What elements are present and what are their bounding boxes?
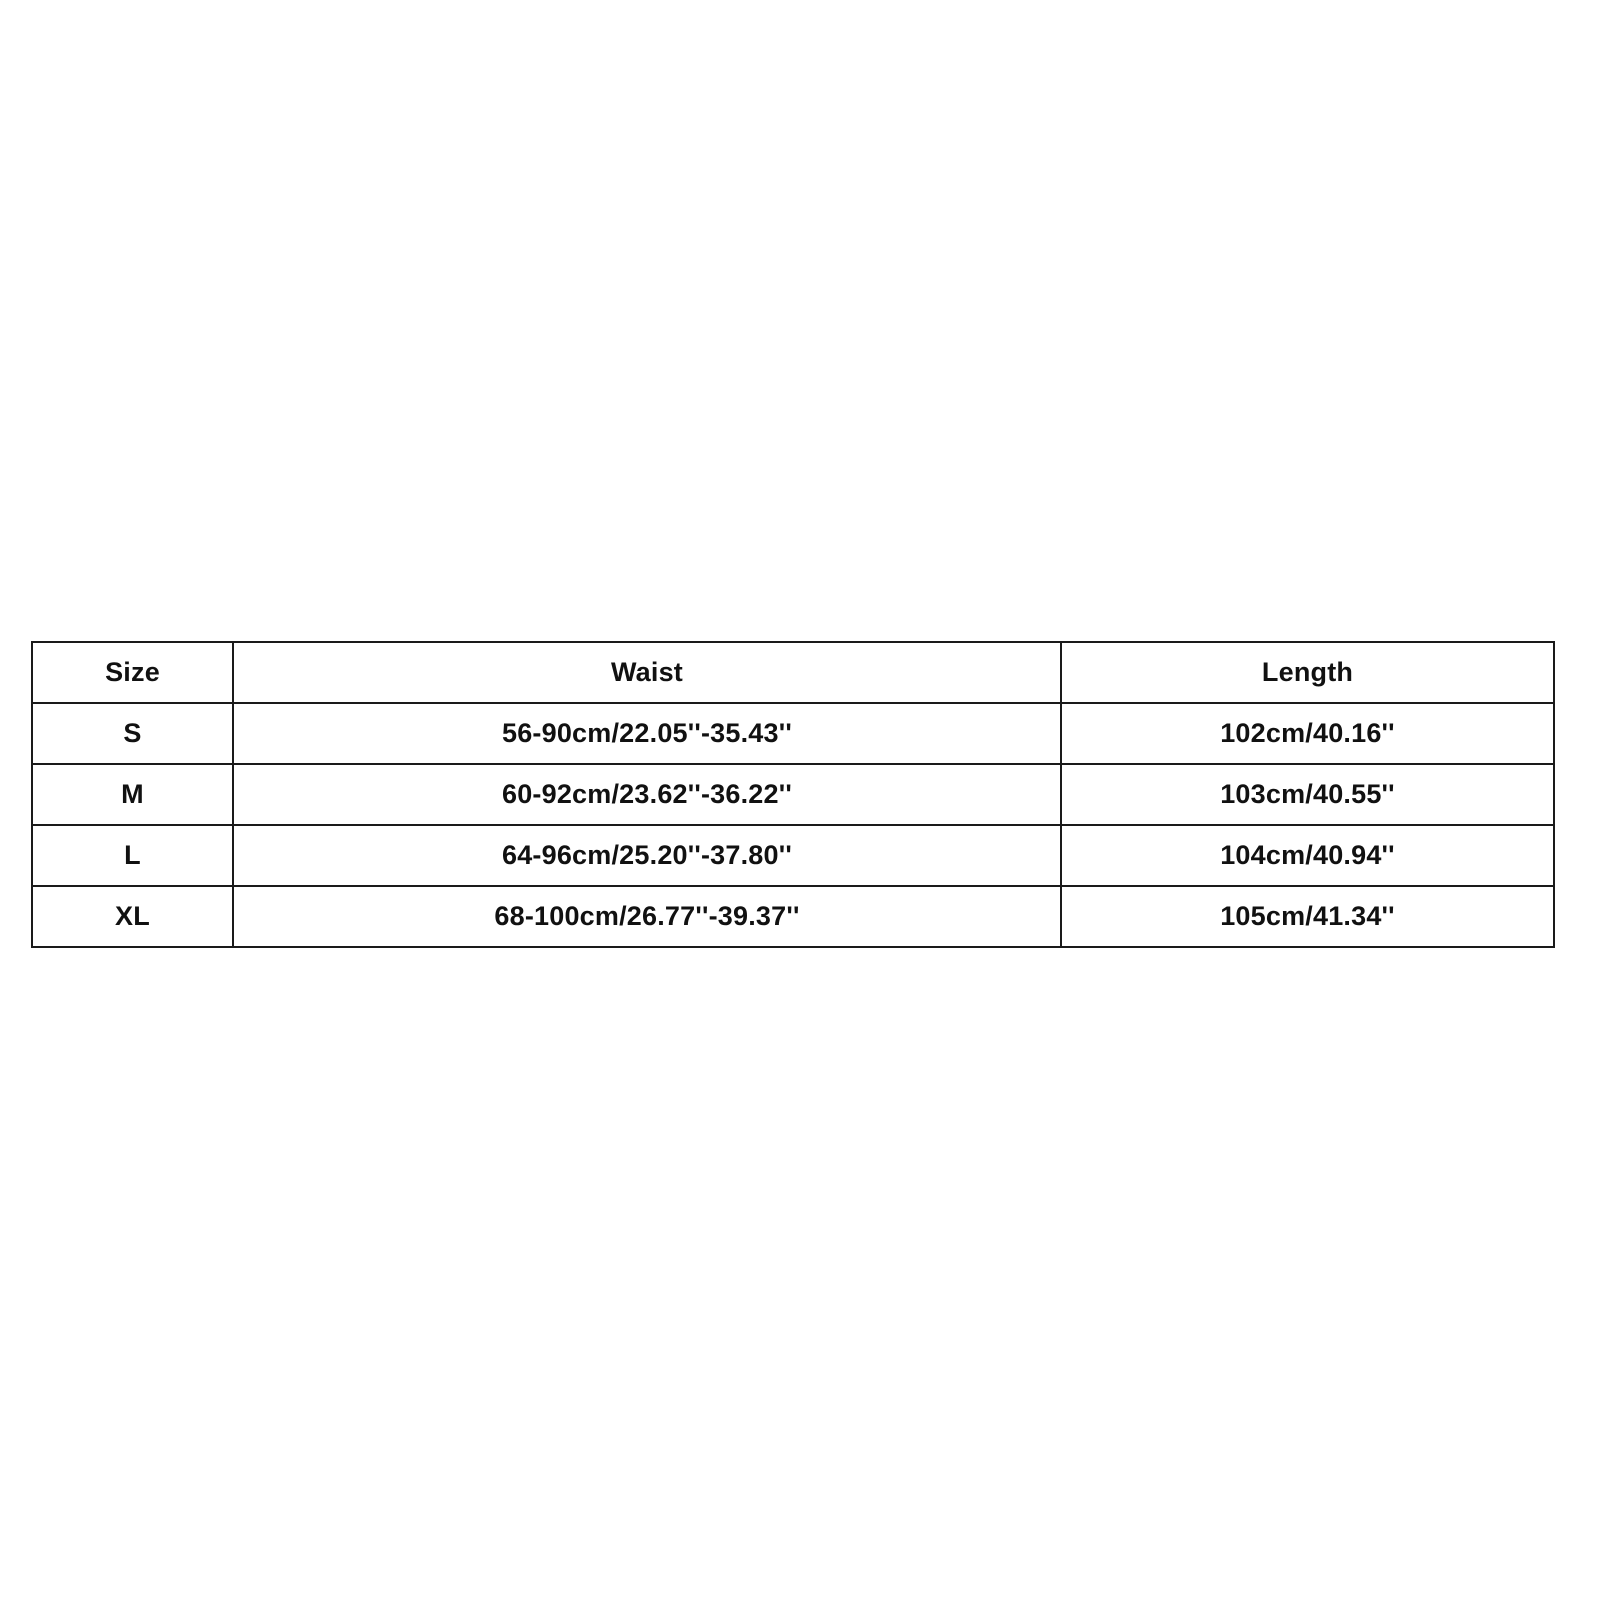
header-waist: Waist bbox=[233, 642, 1061, 703]
waist-cell: 64-96cm/25.20''-37.80'' bbox=[233, 825, 1061, 886]
waist-cell: 68-100cm/26.77''-39.37'' bbox=[233, 886, 1061, 947]
size-cell: S bbox=[32, 703, 233, 764]
table-row bbox=[32, 886, 1554, 947]
length-cell: 102cm/40.16'' bbox=[1061, 703, 1554, 764]
header-size: Size bbox=[32, 642, 233, 703]
size-cell: L bbox=[32, 825, 233, 886]
size-chart-table bbox=[31, 641, 1555, 948]
table-row bbox=[32, 703, 1554, 764]
header-length: Length bbox=[1061, 642, 1554, 703]
size-cell: XL bbox=[32, 886, 233, 947]
length-cell: 105cm/41.34'' bbox=[1061, 886, 1554, 947]
waist-cell: 60-92cm/23.62''-36.22'' bbox=[233, 764, 1061, 825]
length-cell: 104cm/40.94'' bbox=[1061, 825, 1554, 886]
waist-cell: 56-90cm/22.05''-35.43'' bbox=[233, 703, 1061, 764]
table-body bbox=[32, 703, 1554, 947]
table-header bbox=[32, 642, 1554, 703]
table-row bbox=[32, 825, 1554, 886]
header-row bbox=[32, 642, 1554, 703]
table-row bbox=[32, 764, 1554, 825]
length-cell: 103cm/40.55'' bbox=[1061, 764, 1554, 825]
size-cell: M bbox=[32, 764, 233, 825]
